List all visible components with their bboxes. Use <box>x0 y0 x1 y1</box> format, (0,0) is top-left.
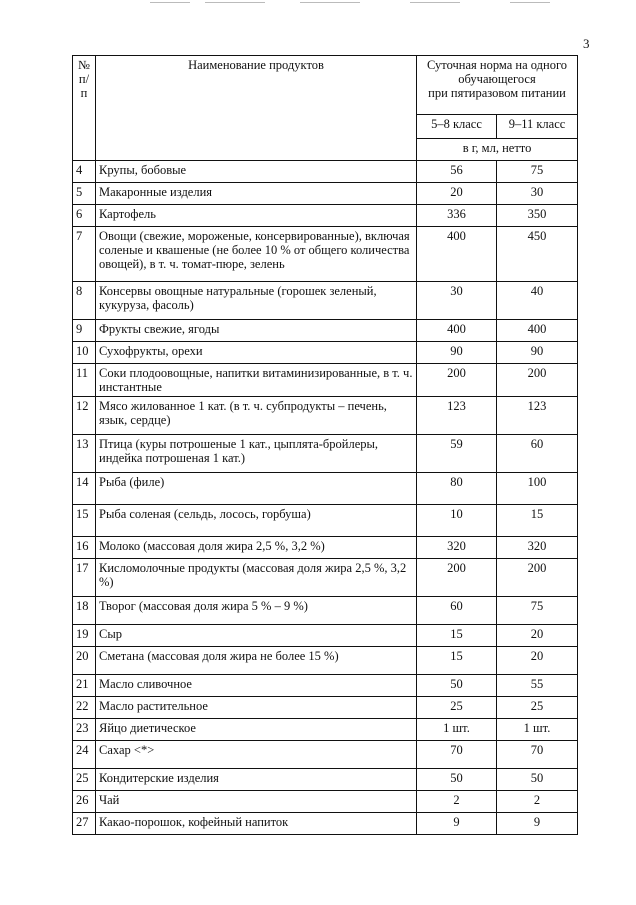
row-number: 6 <box>73 205 96 227</box>
norm-grade-5-8: 123 <box>417 397 497 435</box>
table-row <box>73 697 578 719</box>
table-row <box>73 161 578 183</box>
row-number: 25 <box>73 769 96 791</box>
product-name: Какао-порошок, кофейный напиток <box>96 813 417 835</box>
norm-grade-5-8: 320 <box>417 537 497 559</box>
row-number: 14 <box>73 473 96 505</box>
norm-grade-5-8: 50 <box>417 769 497 791</box>
norm-grade-5-8: 9 <box>417 813 497 835</box>
col-header-daily-norm: Суточная норма на одного обучающегося при пятиразовом питании <box>417 56 578 115</box>
product-name: Соки плодоовощные, напитки витаминизированные, в т. ч. инстантные <box>96 364 417 397</box>
top-rule <box>410 2 460 3</box>
table-row <box>73 769 578 791</box>
norm-grade-5-8: 400 <box>417 320 497 342</box>
row-number: 5 <box>73 183 96 205</box>
row-number: 7 <box>73 227 96 282</box>
norm-grade-9-11: 1 шт. <box>497 719 578 741</box>
row-number: 19 <box>73 625 96 647</box>
norm-grade-9-11: 75 <box>497 597 578 625</box>
product-name: Макаронные изделия <box>96 183 417 205</box>
norm-grade-5-8: 2 <box>417 791 497 813</box>
table-row <box>73 320 578 342</box>
nutrition-norms-table <box>72 55 578 835</box>
norm-grade-9-11: 15 <box>497 505 578 537</box>
norm-grade-9-11: 30 <box>497 183 578 205</box>
table-row <box>73 813 578 835</box>
row-number: 15 <box>73 505 96 537</box>
norm-grade-9-11: 200 <box>497 559 578 597</box>
col-header-number: № п/п <box>73 56 96 161</box>
norm-grade-9-11: 100 <box>497 473 578 505</box>
table-row <box>73 205 578 227</box>
norm-grade-9-11: 400 <box>497 320 578 342</box>
norm-grade-5-8: 70 <box>417 741 497 769</box>
product-name: Мясо жилованное 1 кат. (в т. ч. субпродукты – печень, язык, сердце) <box>96 397 417 435</box>
norm-grade-5-8: 15 <box>417 647 497 675</box>
norm-grade-9-11: 2 <box>497 791 578 813</box>
norm-grade-5-8: 200 <box>417 364 497 397</box>
product-name: Масло растительное <box>96 697 417 719</box>
table-row <box>73 559 578 597</box>
product-name: Рыба (филе) <box>96 473 417 505</box>
norm-grade-5-8: 10 <box>417 505 497 537</box>
product-name: Сахар <*> <box>96 741 417 769</box>
norm-grade-5-8: 336 <box>417 205 497 227</box>
norm-grade-9-11: 90 <box>497 342 578 364</box>
row-number: 9 <box>73 320 96 342</box>
norm-grade-9-11: 20 <box>497 647 578 675</box>
norm-grade-9-11: 50 <box>497 769 578 791</box>
product-name: Сыр <box>96 625 417 647</box>
norm-grade-9-11: 200 <box>497 364 578 397</box>
row-number: 11 <box>73 364 96 397</box>
product-name: Сухофрукты, орехи <box>96 342 417 364</box>
row-number: 13 <box>73 435 96 473</box>
norm-grade-9-11: 40 <box>497 282 578 320</box>
table-row <box>73 342 578 364</box>
top-rule <box>300 2 360 3</box>
norm-grade-5-8: 59 <box>417 435 497 473</box>
table-row <box>73 473 578 505</box>
norm-grade-5-8: 60 <box>417 597 497 625</box>
table-row <box>73 282 578 320</box>
top-rule <box>205 2 265 3</box>
product-name: Масло сливочное <box>96 675 417 697</box>
norm-grade-9-11: 320 <box>497 537 578 559</box>
table-row <box>73 647 578 675</box>
product-name: Фрукты свежие, ягоды <box>96 320 417 342</box>
row-number: 20 <box>73 647 96 675</box>
row-number: 8 <box>73 282 96 320</box>
norm-grade-9-11: 75 <box>497 161 578 183</box>
table-row <box>73 625 578 647</box>
table-row <box>73 675 578 697</box>
table-row <box>73 505 578 537</box>
row-number: 17 <box>73 559 96 597</box>
product-name: Консервы овощные натуральные (горошек зеленый, кукуруза, фасоль) <box>96 282 417 320</box>
row-number: 10 <box>73 342 96 364</box>
table-row <box>73 791 578 813</box>
col-header-product-name: Наименование продуктов <box>96 56 417 161</box>
page-number: 3 <box>583 36 590 51</box>
top-rule <box>150 2 190 3</box>
norm-grade-5-8: 90 <box>417 342 497 364</box>
col-header-grade-9-11: 9–11 класс <box>497 115 578 139</box>
norm-grade-5-8: 30 <box>417 282 497 320</box>
product-name: Яйцо диетическое <box>96 719 417 741</box>
norm-grade-5-8: 1 шт. <box>417 719 497 741</box>
product-name: Картофель <box>96 205 417 227</box>
norm-grade-9-11: 450 <box>497 227 578 282</box>
row-number: 18 <box>73 597 96 625</box>
col-header-units: в г, мл, нетто <box>417 139 578 161</box>
table-row <box>73 719 578 741</box>
norm-grade-5-8: 50 <box>417 675 497 697</box>
norm-grade-9-11: 9 <box>497 813 578 835</box>
norm-grade-5-8: 80 <box>417 473 497 505</box>
table-row <box>73 741 578 769</box>
product-name: Крупы, бобовые <box>96 161 417 183</box>
top-rule <box>510 2 550 3</box>
product-name: Овощи (свежие, мороженые, консервированные), включая соленые и квашеные (не более 10 % от общего количества овощей), в т. ч. томат-пюре, зелень <box>96 227 417 282</box>
table-row <box>73 227 578 282</box>
product-name: Кондитерские изделия <box>96 769 417 791</box>
norm-grade-5-8: 15 <box>417 625 497 647</box>
header-row <box>73 56 578 115</box>
row-number: 4 <box>73 161 96 183</box>
norm-grade-5-8: 56 <box>417 161 497 183</box>
table-row <box>73 435 578 473</box>
product-name: Молоко (массовая доля жира 2,5 %, 3,2 %) <box>96 537 417 559</box>
row-number: 23 <box>73 719 96 741</box>
col-header-grade-5-8: 5–8 класс <box>417 115 497 139</box>
product-name: Птица (куры потрошеные 1 кат., цыплята-бройлеры, индейка потрошеная 1 кат.) <box>96 435 417 473</box>
table-row <box>73 183 578 205</box>
norm-grade-9-11: 350 <box>497 205 578 227</box>
norm-grade-5-8: 400 <box>417 227 497 282</box>
norm-grade-5-8: 200 <box>417 559 497 597</box>
row-number: 26 <box>73 791 96 813</box>
row-number: 16 <box>73 537 96 559</box>
product-name: Кисломолочные продукты (массовая доля жира 2,5 %, 3,2 %) <box>96 559 417 597</box>
product-name: Рыба соленая (сельдь, лосось, горбуша) <box>96 505 417 537</box>
norm-grade-9-11: 20 <box>497 625 578 647</box>
row-number: 22 <box>73 697 96 719</box>
row-number: 12 <box>73 397 96 435</box>
product-name: Сметана (массовая доля жира не более 15 %) <box>96 647 417 675</box>
table-row <box>73 397 578 435</box>
row-number: 21 <box>73 675 96 697</box>
norm-grade-9-11: 123 <box>497 397 578 435</box>
norm-grade-5-8: 25 <box>417 697 497 719</box>
row-number: 27 <box>73 813 96 835</box>
table-row <box>73 597 578 625</box>
norm-grade-9-11: 70 <box>497 741 578 769</box>
table-row <box>73 364 578 397</box>
norm-grade-5-8: 20 <box>417 183 497 205</box>
product-name: Чай <box>96 791 417 813</box>
table-row <box>73 537 578 559</box>
norm-grade-9-11: 60 <box>497 435 578 473</box>
row-number: 24 <box>73 741 96 769</box>
norm-grade-9-11: 25 <box>497 697 578 719</box>
norm-grade-9-11: 55 <box>497 675 578 697</box>
product-name: Творог (массовая доля жира 5 % – 9 %) <box>96 597 417 625</box>
